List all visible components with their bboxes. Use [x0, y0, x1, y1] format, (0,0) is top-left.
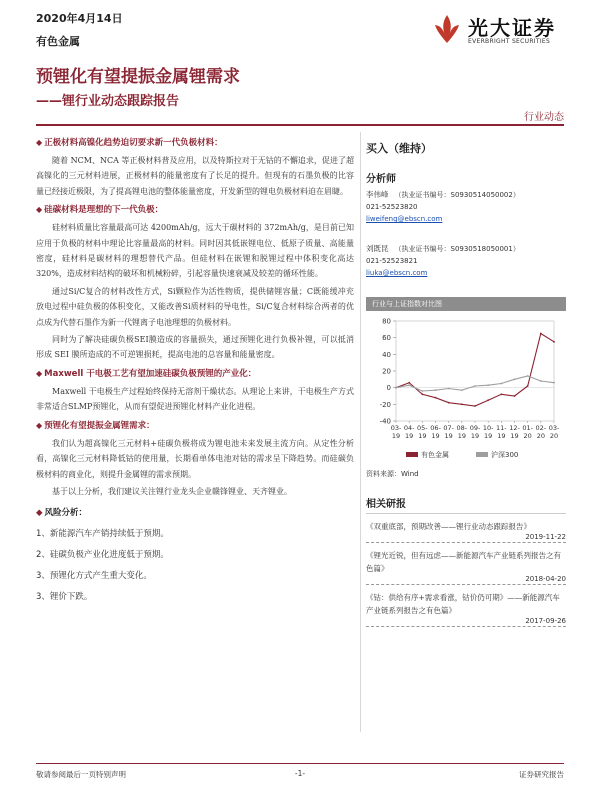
related-reports-heading: 相关研报: [366, 495, 566, 514]
related-report-date: 2017-09-26: [366, 617, 566, 627]
comparison-chart: [366, 315, 566, 465]
footer-report-type: 证券研究报告: [519, 770, 564, 779]
report-date: 2020年4月14日: [36, 12, 123, 25]
diamond-bullet-icon: ◆: [36, 368, 43, 378]
chart-title: 行业与上证指数对比图: [366, 297, 566, 311]
diamond-bullet-icon: ◆: [36, 138, 43, 147]
series-point: [514, 378, 516, 380]
body-paragraph: 同时为了解决硅碳负极SEI膜造成的容量损失，通过预锂化进行负极补锂，可以抵消形成 SEI 膜所造成的不可逆锂损耗，提高电池的总容量和能量密度。: [36, 335, 354, 360]
logo-chinese-name: 光大证券: [468, 16, 556, 40]
analyst-phone: 021-52523820: [366, 203, 418, 211]
y-tick-label: 0: [386, 384, 391, 393]
x-tick-label: 08-19: [456, 424, 468, 440]
section-heading: ◆ 预锂化有望提振金属锂需求：: [36, 420, 155, 431]
series-point: [553, 341, 555, 343]
y-tick-label: -20: [379, 400, 391, 409]
series-line: [396, 334, 554, 407]
body-paragraph: Maxwell 干电极生产过程始终保持无溶剂干燥状态。从理论上来讲，干电极生产方式非常适合SLMP预锂化，从而有望促进预锂化材料产业化进程。: [36, 386, 354, 412]
series-point: [408, 382, 410, 384]
x-tick-label: 04-19: [403, 424, 415, 440]
x-tick-label: 06-19: [430, 424, 441, 440]
related-report-date: 2018-04-20: [366, 575, 566, 585]
x-tick-label: 05-19: [417, 424, 428, 440]
x-tick-label: 01-20: [522, 424, 533, 440]
body-paragraph: 基于以上分析，我们建议关注锂行业龙头企业赣锋锂业、天齐锂业。: [52, 486, 292, 496]
analyst-name: 刘既昆: [366, 244, 389, 253]
analyst-block: [366, 189, 566, 225]
chart-source: 资料来源：Wind: [366, 470, 419, 478]
report-type-tag: 行业动态: [524, 112, 564, 123]
related-report-link[interactable]: 《钴：供给有序+需求看涨，钴价仍可期》——新能源汽车产业链系列报告之有色篇》: [366, 593, 560, 615]
report-title: 预锂化有望提振金属锂需求: [36, 67, 240, 87]
x-tick-label: 11-19: [496, 424, 507, 440]
series-point: [448, 388, 450, 390]
risk-item: 3、预锂化方式产生重大变化。: [36, 571, 152, 582]
body-paragraph: 我们认为超高镍化三元材料+硅碳负极将成为锂电池未来发展主流方向。从定性分析看，高镍化三元材料降低钴的使用量，长期看单体电池对钴的需求呈下降趋势。而硅碳负极材料的商业化，则提升金属锂的需求预期。: [36, 438, 354, 479]
series-point: [461, 403, 463, 405]
report-subtitle: ——锂行业动态跟踪报告: [36, 94, 180, 109]
y-tick-label: 40: [382, 350, 391, 359]
series-point: [500, 393, 502, 395]
column-divider: [360, 132, 361, 732]
section-heading: ◆ Maxwell 干电极工艺有望加速硅碳负极预锂的产业化：: [36, 368, 257, 379]
series-point: [527, 385, 529, 387]
series-point: [514, 395, 516, 397]
analyst-email-link[interactable]: liweifeng@ebscn.com: [366, 215, 443, 223]
page-number: -1-: [294, 769, 306, 778]
body-paragraph: 硅材料质量比容量最高可达 4200mAh/g，远大于碳材料的 372mAh/g，是目前已知应用于负极的材料中理论比容量最高的材料。同时因其低嵌锂电位、低原子质量、高能量密度，硅材料是碳材料的理想替代产品。但硅材料在嵌锂和脱锂过程中体积变化高达 320%，造成材料结构的破坏和机械粉碎，引起容量快速衰减及较差的循环性能。: [36, 223, 354, 279]
series-point: [408, 384, 410, 386]
analyst-license: （执业证书编号：S0930514050002）: [394, 191, 520, 199]
sector-label: 有色金属: [36, 35, 80, 48]
related-report-link[interactable]: 《双重底部，预期改善——锂行业动态跟踪报告》: [366, 522, 531, 531]
logo-english-name: EVERBRIGHT SECURITIES: [468, 38, 551, 45]
company-logo: [432, 10, 572, 50]
section-heading: ◆ 正极材料高镍化趋势迫切要求新一代负极材料：: [36, 138, 223, 148]
risk-item: 2、硅碳负极产业化进度低于预期。: [36, 550, 169, 561]
legend-label: 沪深300: [491, 451, 519, 459]
investment-rating: 买入（维持）: [366, 142, 432, 155]
risk-item: 3、锂价下跌。: [36, 592, 93, 603]
analyst-license: （执业证书编号：S0930518050001）: [394, 245, 520, 253]
series-point: [395, 387, 397, 389]
series-point: [500, 383, 502, 385]
related-report-date: 2019-11-22: [366, 533, 566, 543]
footer-disclaimer: 敬请参阅最后一页特别声明: [36, 770, 126, 779]
x-tick-label: 10-19: [482, 424, 494, 440]
x-tick-label: 07-19: [443, 424, 454, 440]
analyst-phone: 021-52523821: [366, 257, 418, 265]
y-tick-label: 60: [382, 334, 391, 343]
series-point: [448, 402, 450, 404]
y-tick-label: -40: [379, 417, 391, 426]
y-tick-label: 20: [382, 367, 391, 376]
analyst-name: 李伟峰: [366, 190, 389, 199]
section-heading: ◆ 硅碳材料是理想的下一代负极：: [36, 205, 164, 216]
legend-swatch: [406, 452, 418, 457]
header-rule: [36, 124, 564, 126]
x-tick-label: 12-19: [509, 424, 520, 440]
series-point: [527, 375, 529, 377]
x-tick-label: 03-19: [390, 424, 402, 440]
series-point: [474, 385, 476, 387]
related-report-link[interactable]: 《锂光近锐，但有远虑——新能源汽车产业链系列报告之有色篇》: [366, 551, 561, 573]
series-point: [540, 380, 542, 382]
analyst-heading: 分析师: [366, 174, 396, 185]
x-tick-label: 03-20: [548, 424, 560, 440]
series-point: [421, 390, 423, 392]
series-point: [487, 384, 489, 386]
main-body: [36, 132, 354, 605]
analyst-block: [366, 243, 566, 279]
series-point: [435, 397, 437, 399]
series-point: [487, 399, 489, 401]
series-point: [435, 389, 437, 391]
risk-item: 1、新能源汽车产销持续低于预期。: [36, 529, 169, 540]
series-line: [396, 376, 554, 391]
series-point: [553, 382, 555, 384]
x-tick-label: 09-19: [469, 424, 481, 440]
legend-swatch: [476, 452, 488, 457]
body-paragraph: 通过Si/C复合的材料改性方式，Si颗粒作为活性物质，提供储锂容量；C既能缓冲充放电过程中硅负极的体积变化，又能改善Si质材料的导电性，Si/C复合材料综合两者的优点成为代替石墨作为新一代锂离子电池理想的负极材料。: [36, 286, 354, 327]
legend-label: 有色金属: [421, 451, 449, 459]
body-paragraph: 随着 NCM、NCA 等正极材料普及应用，以及特斯拉对于无钴的不懈追求，促进了超高镍化的三元材料进展，正极材料的能量密度有了长足的提升。但现有的石墨负极的比容量已经接近极限，为了提高锂电池的整体能量密度，开发新型的锂电负极材料迫在眉睫。: [36, 156, 354, 196]
diamond-bullet-icon: ◆: [36, 420, 43, 430]
logo-mark-icon: [432, 14, 462, 44]
analyst-email-link[interactable]: liuka@ebscn.com: [366, 269, 428, 277]
sidebar: [366, 132, 566, 627]
diamond-bullet-icon: ◆: [36, 205, 43, 215]
footer-rule: [36, 763, 564, 764]
series-point: [540, 333, 542, 335]
risk-heading: ◆ 风险分析：: [36, 508, 88, 519]
x-tick-label: 02-20: [535, 424, 547, 440]
series-point: [461, 389, 463, 391]
y-tick-label: 80: [382, 317, 391, 326]
series-point: [421, 393, 423, 395]
diamond-bullet-icon: ◆: [36, 508, 43, 519]
series-point: [474, 405, 476, 407]
